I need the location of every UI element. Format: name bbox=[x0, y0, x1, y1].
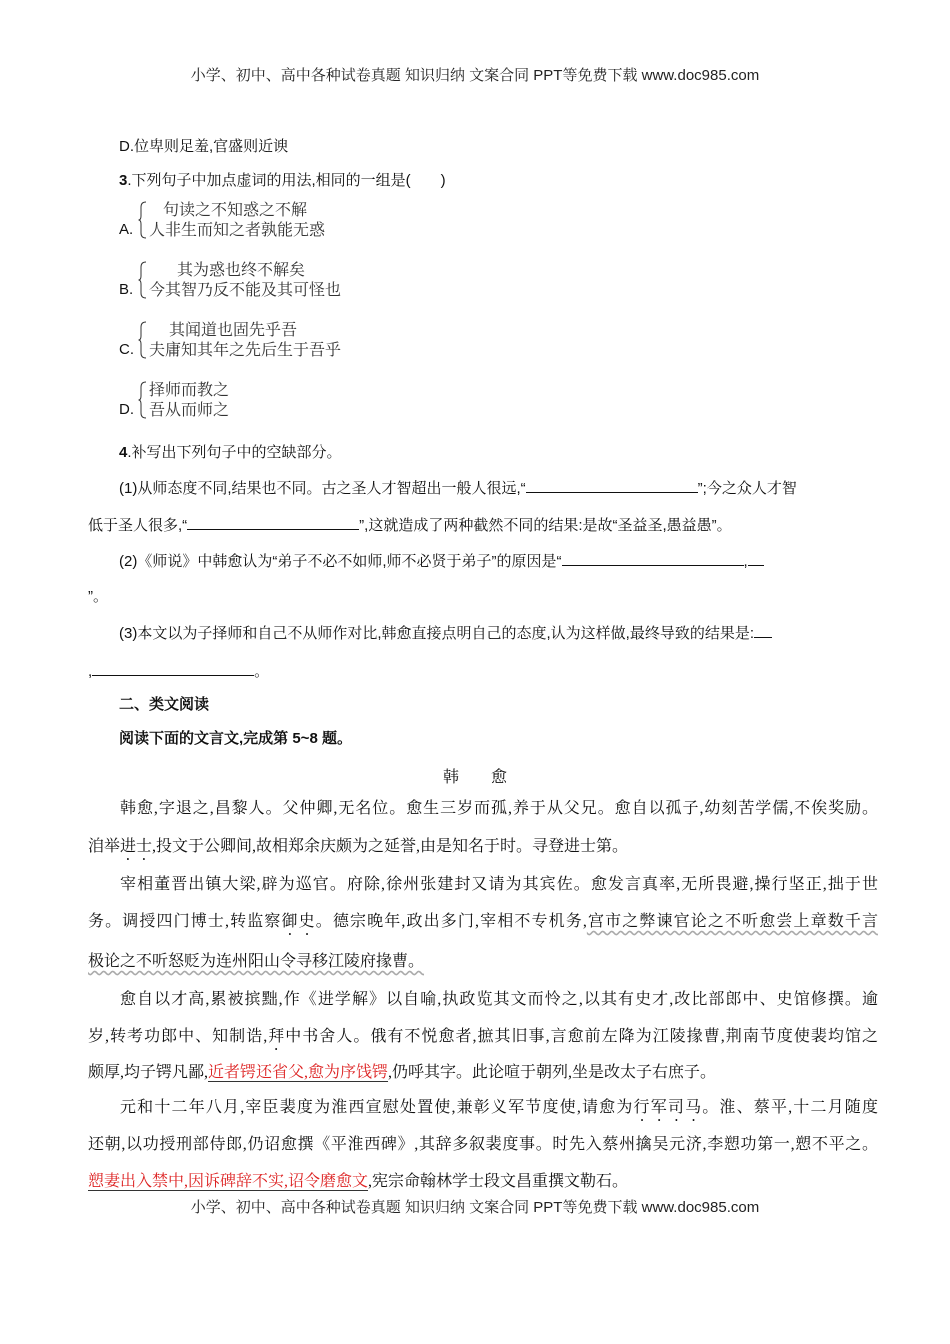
text: 洎举 bbox=[88, 838, 121, 855]
section-heading: 二、类文阅读 bbox=[119, 696, 210, 713]
text: 务。调授四门博士,转监察 bbox=[88, 913, 282, 930]
text: 颇厚,均子锷凡鄙, bbox=[88, 1064, 209, 1081]
option-label: A. bbox=[119, 221, 134, 238]
brace-icon bbox=[138, 381, 147, 419]
brace-icon bbox=[138, 201, 147, 239]
passage-line bbox=[88, 1026, 878, 1054]
text: 。德宗晚年,政出多门,宰相不专机务, bbox=[315, 913, 587, 930]
passage-title: 韩 愈 bbox=[442, 769, 507, 786]
fill-blank[interactable] bbox=[754, 622, 772, 638]
q4-text: (1)从师态度不同,结果也不同。古之圣人才智超出一般人很远,“ bbox=[119, 480, 526, 497]
brace-icon bbox=[138, 261, 147, 299]
text: ,投文于公卿间,故相郑余庆颇为之延誉,由是知名于时。寻登进士第。 bbox=[152, 838, 629, 855]
q4-text: , bbox=[88, 663, 93, 680]
passage-line: 还朝,以功授刑部侍郎,仍诏愈撰《平淮西碑》,其辞多叙裴度事。时先入蔡州擒吴元济,李愬功第一,愬不平之。 bbox=[88, 1136, 878, 1153]
dotted-word: 御史 bbox=[281, 913, 316, 930]
passage-line: 愈自以才高,累被摈黜,作《进学解》以自喻,执政览其文而怜之,以其有史才,改比部郎中、史馆修撰。逾 bbox=[120, 991, 878, 1008]
q3-option-d[interactable] bbox=[119, 380, 379, 422]
passage-line bbox=[88, 836, 878, 864]
text: ,仍呼其字。此论喧于朝列,坐是改太子右庶子。 bbox=[388, 1064, 717, 1081]
fill-blank[interactable] bbox=[562, 550, 744, 566]
dotted-word: 进士 bbox=[120, 838, 153, 855]
q4-text: , bbox=[743, 553, 748, 570]
option-line-2: 吾从而师之 bbox=[149, 400, 230, 419]
passage-line bbox=[88, 951, 878, 973]
passage-line bbox=[88, 1062, 878, 1084]
text: 岁,转考功郎中、知制诰, bbox=[88, 1028, 268, 1045]
q4-stem-text: .补写出下列句子中的空缺部分。 bbox=[127, 444, 342, 461]
reading-instruction: 阅读下面的文言文,完成第 5~8 题。 bbox=[119, 730, 352, 747]
q3-option-a[interactable] bbox=[119, 200, 379, 242]
wavy-underlined-text: 宫市之弊谏官论之不听愈尝上章数千言 bbox=[586, 913, 878, 930]
passage-line: 宰相董晋出镇大梁,辟为巡官。府除,徐州张建封又请为其宾佐。愈发言真率,无所畏避,操行坚正,拙于世 bbox=[120, 876, 878, 893]
wavy-underlined-text: 极论之不听怒贬为连州阳山令寻移江陵府掾曹。 bbox=[88, 953, 425, 970]
q4-text: (3)本文以为子择师和自己不从师作对比,韩愈直接点明自己的态度,认为这样做,最终导致的结果是: bbox=[119, 625, 755, 642]
page-header-banner: 小学、初中、高中各种试卷真题 知识归纳 文案合同 PPT等免费下载 www.doc985.com bbox=[190, 67, 760, 84]
q4-item-3-line-2 bbox=[88, 660, 269, 682]
option-line-2: 夫庸知其年之先后生于吾乎 bbox=[149, 340, 342, 359]
q4-text: 。 bbox=[254, 663, 270, 680]
passage-line: 韩愈,字退之,昌黎人。父仲卿,无名位。愈生三岁而孤,养于从父兄。愈自以孤子,幼刻苦学儒,不俟奖励。 bbox=[120, 800, 878, 817]
text: 中书舍人。俄有不悦愈者,摭其旧事,言愈前左降为江陵掾曹,荆南节度使裴均馆之 bbox=[285, 1028, 878, 1045]
fill-blank[interactable] bbox=[187, 514, 359, 530]
q3-option-b[interactable] bbox=[119, 260, 379, 302]
dotted-word: 拜 bbox=[267, 1028, 286, 1045]
dotted-word: 行军司马 bbox=[633, 1099, 703, 1116]
passage-line bbox=[120, 1097, 878, 1125]
option-label: D. bbox=[119, 401, 134, 418]
option-line-2: 今其智乃反不能及其可怪也 bbox=[149, 280, 342, 299]
q4-stem bbox=[119, 443, 342, 463]
text: ,宪宗命翰林学士段文昌重撰文勒石。 bbox=[368, 1173, 629, 1190]
q3-number: 3 bbox=[119, 172, 128, 189]
fill-blank[interactable] bbox=[526, 477, 698, 493]
passage-line bbox=[88, 1171, 878, 1193]
q2-option-d: D.位卑则足羞,官盛则近谀 bbox=[119, 138, 289, 155]
fill-blank[interactable] bbox=[92, 660, 254, 676]
fill-blank[interactable] bbox=[748, 550, 764, 566]
option-line-1: 择师而教之 bbox=[149, 380, 230, 399]
option-line-1: 其闻道也固先乎吾 bbox=[169, 320, 298, 339]
text: 元和十二年八月,宰臣裴度为淮西宣慰处置使,兼彰义军节度使,请愈为 bbox=[120, 1099, 634, 1116]
q4-item-1-line-2 bbox=[88, 514, 732, 536]
option-line-1: 句读之不知惑之不解 bbox=[163, 200, 308, 219]
q3-option-c[interactable] bbox=[119, 320, 379, 362]
q4-text: (2)《师说》中韩愈认为“弟子不必不如师,师不必贤于弟子”的原因是“ bbox=[119, 553, 562, 570]
q4-text: ”,这就造成了两种截然不同的结果:是故“圣益圣,愚益愚”。 bbox=[359, 517, 732, 534]
red-underlined-sentence: 近者锷还省父,愈为序饯锷 bbox=[208, 1064, 389, 1081]
red-underlined-sentence: 愬妻出入禁中,因诉碑辞不实,诏令磨愈文 bbox=[88, 1173, 369, 1190]
q4-text: ”;今之众人才智 bbox=[697, 480, 797, 497]
q3-stem-text: .下列句子中加点虚词的用法,相同的一组是( ) bbox=[127, 172, 446, 189]
brace-icon bbox=[138, 321, 147, 359]
q4-text: 低于圣人很多,“ bbox=[88, 517, 188, 534]
text: 。淮、蔡平,十二月随度 bbox=[702, 1099, 878, 1116]
option-label: B. bbox=[119, 281, 134, 298]
q4-item-1-line-1 bbox=[119, 477, 797, 499]
option-line-1: 其为惑也终不解矣 bbox=[177, 260, 306, 279]
q4-item-3-line-1 bbox=[119, 622, 772, 644]
option-label: C. bbox=[119, 341, 134, 358]
q4-item-2-line-1 bbox=[119, 550, 764, 572]
page-footer-banner: 小学、初中、高中各种试卷真题 知识归纳 文案合同 PPT等免费下载 www.doc985.com bbox=[190, 1199, 760, 1216]
q4-number: 4 bbox=[119, 444, 128, 461]
option-line-2: 人非生而知之者孰能无惑 bbox=[149, 220, 326, 239]
q3-stem bbox=[119, 171, 446, 191]
passage-line bbox=[88, 911, 878, 939]
q4-item-2-line-2: ”。 bbox=[88, 588, 108, 605]
